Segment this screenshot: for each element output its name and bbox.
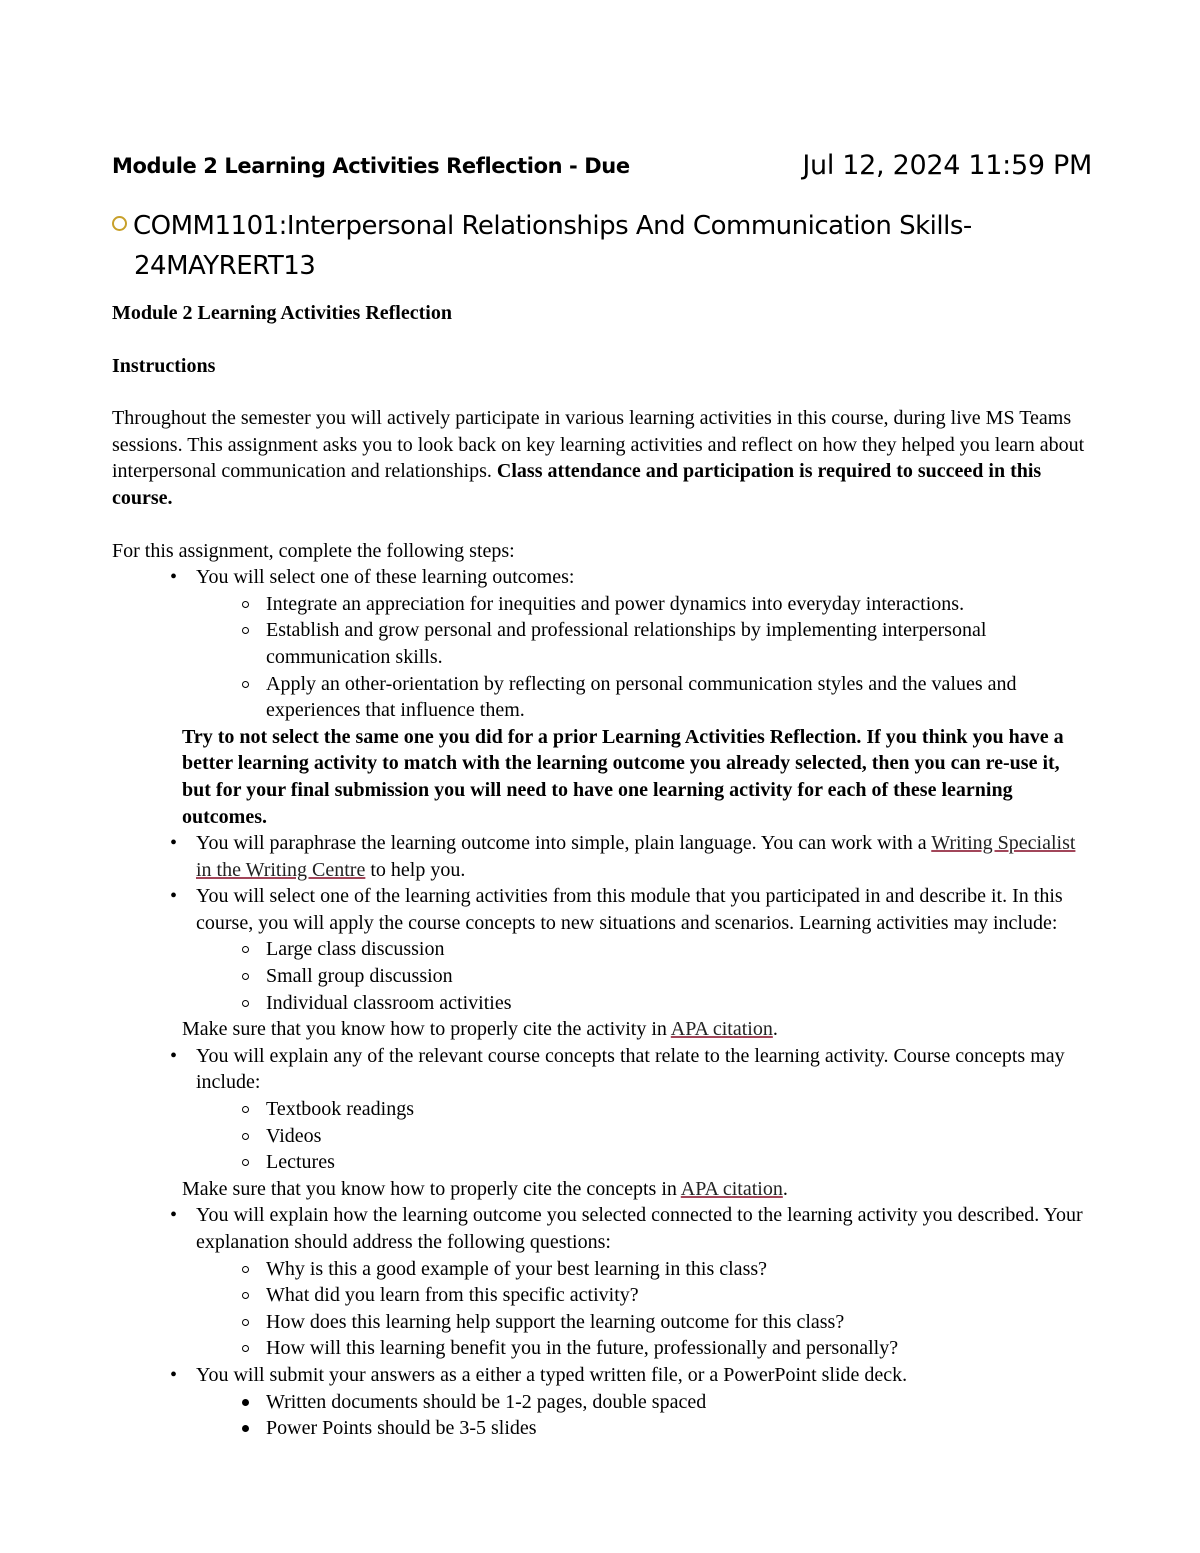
step-item [112, 564, 1092, 724]
concept-item: Textbook readings [112, 1096, 1092, 1123]
course-title-line2: 24MAYRERT13 [134, 251, 316, 281]
steps-list [112, 564, 1092, 724]
outcome-note: Try to not select the same one you did for a prior Learning Activities Reflection. If you think you have a better learning activity to match with the learning outcome you already selected, then you can re-use it, but for your final submission you will need to have one learning activity for each of these learning outcomes. [182, 725, 1064, 828]
due-date: Jul 12, 2024 11:59 PM [802, 150, 1092, 181]
outcome-item: Integrate an appreciation for inequities and power dynamics into everyday interactions. [112, 591, 1092, 618]
instructions-label: Instructions [112, 354, 216, 377]
step-item [112, 830, 1092, 883]
cite-activity-note: Make sure that you know how to properly cite the activity in APA citation. [182, 1018, 778, 1041]
assignment-body [112, 300, 1092, 1442]
activity-item: Small group discussion [112, 963, 1092, 990]
steps-intro: For this assignment, complete the following steps: [112, 539, 515, 562]
step-text: You will select one of the learning activities from this module that you participated in and describe it. In this course, you will apply the course concepts to new situations and scenarios. Learning activities may include: [196, 885, 1063, 934]
doc-heading: Module 2 Learning Activities Reflection [112, 302, 452, 324]
apa-citation-link[interactable]: APA citation [670, 1018, 773, 1041]
step-item [112, 1362, 1092, 1442]
concept-item: Videos [112, 1123, 1092, 1150]
step-text-end: to help you. [370, 858, 466, 881]
format-item: Power Points should be 3-5 slides [112, 1415, 1092, 1442]
step-text: You will explain any of the relevant course concepts that relate to the learning activity. Course concepts may include: [196, 1044, 1065, 1094]
step-text: You will select one of these learning outcomes: [196, 566, 575, 589]
course-title-line1: COMM1101:Interpersonal Relationships And Communication Skills- [133, 211, 972, 241]
outcomes-list [196, 591, 1092, 724]
apa-citation-link[interactable]: APA citation [680, 1177, 783, 1200]
step-item [112, 1043, 1092, 1176]
question-item: How will this learning benefit you in the future, professionally and personally? [112, 1335, 1092, 1362]
intro-paragraph [112, 405, 1092, 511]
format-item: Written documents should be 1-2 pages, double spaced [112, 1389, 1092, 1416]
course-title [112, 206, 1092, 286]
activity-item: Individual classroom activities [112, 990, 1092, 1017]
question-item: Why is this a good example of your best learning in this class? [112, 1256, 1092, 1283]
step-item [112, 883, 1092, 1016]
formats-list [196, 1389, 1092, 1442]
assignment-header [112, 150, 1092, 190]
cite-concepts-note: Make sure that you know how to properly cite the concepts in APA citation. [182, 1177, 788, 1200]
concepts-list [196, 1096, 1092, 1176]
question-item: How does this learning help support the learning outcome for this class? [112, 1309, 1092, 1336]
intro-bold-text: Class attendance and participation is required to succeed in this course. [112, 460, 1042, 509]
steps-list-continued [112, 830, 1092, 1016]
concept-item: Lectures [112, 1149, 1092, 1176]
questions-list [196, 1256, 1092, 1362]
circle-icon [112, 216, 127, 231]
writing-centre-link[interactable]: Writing Specialist in the Writing Centre [196, 832, 1076, 881]
assignment-title: Module 2 Learning Activities Reflection - Due [112, 154, 630, 178]
activities-list [196, 936, 1092, 1016]
steps-list-continued-3 [112, 1202, 1092, 1441]
steps-list-continued-2 [112, 1043, 1092, 1176]
question-item: What did you learn from this specific activity? [112, 1282, 1092, 1309]
step-text: You will explain how the learning outcome you selected connected to the learning activity you described. Your explanation should address the following questions: [196, 1204, 1083, 1253]
intro-text: Throughout the semester you will actively participate in various learning activities in this course, during live MS Teams sessions. This assignment asks you to look back on key learning activities and reflect on how they helped you learn about interpersonal communication and relationships. [112, 407, 1085, 483]
step-text: You will submit your answers as a either a typed written file, or a PowerPoint slide deck. [196, 1363, 908, 1386]
step-text: You will paraphrase the learning outcome into simple, plain language. You can work with a [196, 832, 927, 855]
activity-item: Large class discussion [112, 936, 1092, 963]
step-item [112, 1202, 1092, 1362]
outcome-item: Establish and grow personal and professional relationships by implementing interpersonal communication skills. [112, 617, 1092, 670]
outcome-item: Apply an other-orientation by reflecting on personal communication styles and the values and experiences that influence them. [112, 671, 1092, 724]
